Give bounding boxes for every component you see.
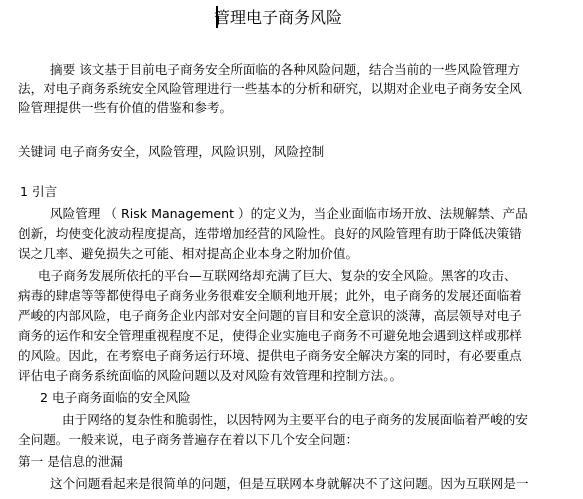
subsection-heading: 第一 是信息的泄漏 bbox=[18, 454, 123, 469]
paragraph-line: 创新，均使变化波动程度提高，连带增加经营的风险性。良好的风险管理有助于降低决策错 bbox=[18, 226, 522, 241]
abstract-line: 摘要 该文基于目前电子商务安全所面临的各种风险问题，结合当前的一些风险管理方 bbox=[50, 62, 520, 77]
keywords: 关键词 电子商务安全，风险管理，风险识别，风险控制 bbox=[18, 144, 325, 159]
abstract-line: 法，对电子商务系统安全风险管理进行一些基本的分析和研究，以期对企业电子商务安全风 bbox=[18, 81, 522, 96]
paragraph-line: 电子商务发展所依托的平台—互联网络却充满了巨大、复杂的安全风险。黑客的攻击、 bbox=[38, 268, 517, 283]
section-heading: 2 电子商务面临的安全风险 bbox=[40, 390, 191, 405]
paragraph-line: 由于网络的复杂性和脆弱性，以因特网为主要平台的电子商务的发展面临着严峻的安 bbox=[62, 412, 528, 427]
paragraph-line: 病毒的肆虐等等都使得电子商务业务很难安全顺利地开展；此外，电子商务的发展还面临着 bbox=[18, 288, 522, 303]
section-heading: 1 引言 bbox=[20, 184, 58, 199]
paragraph-line: 误之几率、避免损失之可能、相对提高企业本身之附加价值。 bbox=[18, 246, 359, 261]
paragraph-line: 评估电子商务系统面临的风险问题以及对风险有效管理和控制方法。。 bbox=[18, 368, 403, 383]
paragraph-line: 全问题。一般来说，电子商务普遍存在着以下几个安全问题： bbox=[18, 432, 359, 447]
abstract-line: 险管理提供一些有价值的借鉴和参考。 bbox=[18, 100, 233, 115]
paragraph-line: 风险管理 （ Risk Management ）的定义为，当企业面临市场开放、法规解禁、产品 bbox=[50, 206, 528, 221]
paragraph-line: 严峻的内部风险，电子商务企业内部对安全问题的盲目和安全意识的淡薄，高层领导对电子 bbox=[18, 308, 522, 323]
paragraph-line: 商务的运作和安全管理重视程度不足，使得企业实施电子商务不可避免地会遇到这样或那样 bbox=[18, 328, 522, 343]
paragraph-line: 的风险。因此，在考察电子商务运行环境、提供电子商务安全解决方案的同时，有必要重点 bbox=[18, 348, 522, 363]
document-title: 管理电子商务风险 bbox=[214, 8, 343, 27]
paragraph-line: 这个问题看起来是很简单的问题，但是互联网本身就解决不了这问题。因为互联网是一 bbox=[50, 476, 529, 491]
